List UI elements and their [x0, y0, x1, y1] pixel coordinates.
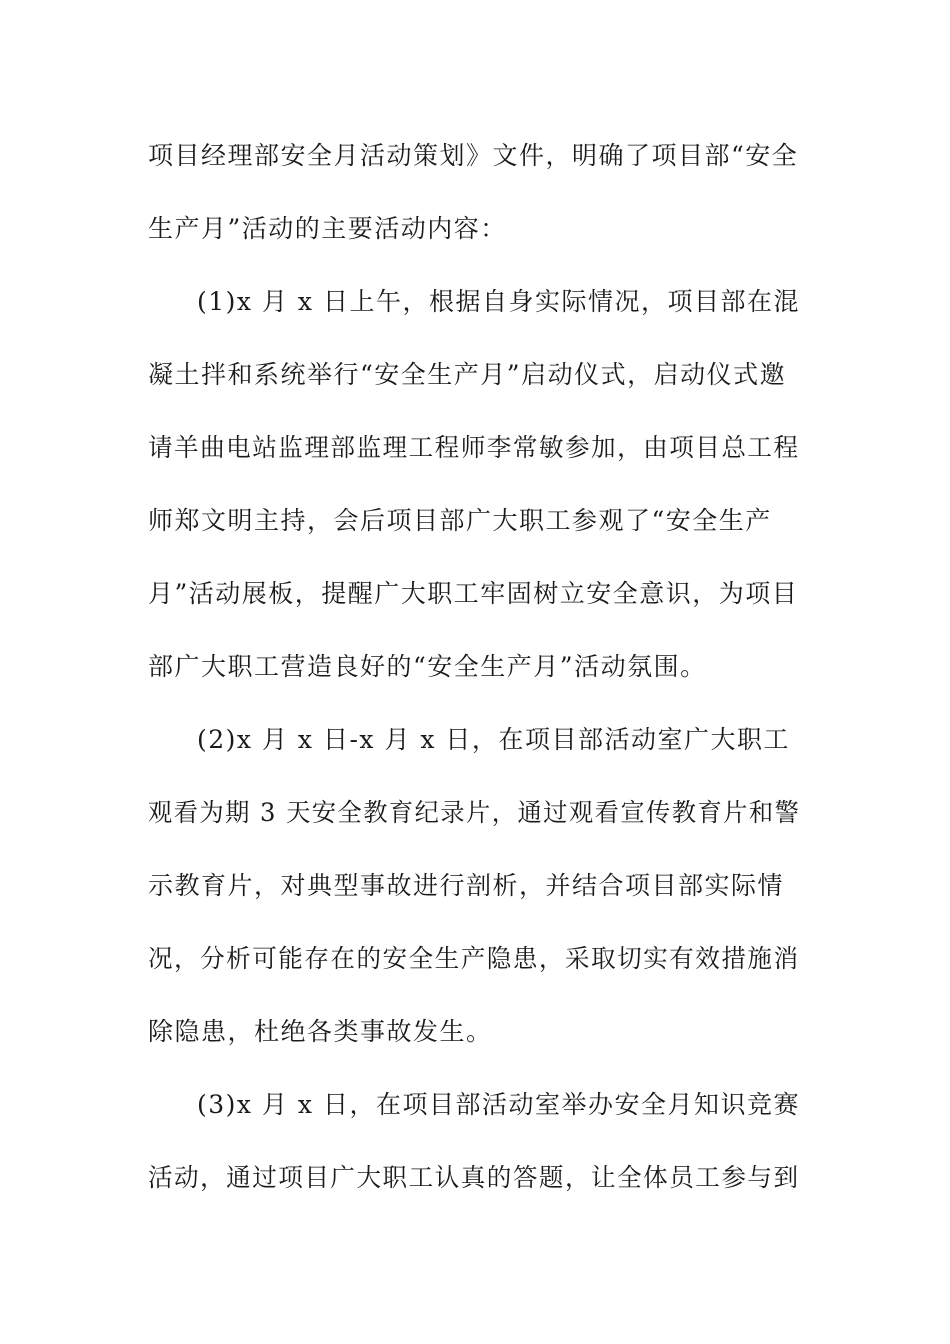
text-line: 示教育片，对典型事故进行剖析，并结合项目部实际情: [148, 871, 785, 900]
paragraph-2-start: (2)x 月 x 日-x 月 x 日，在项目部活动室广大职工: [197, 725, 790, 754]
text-line: 况，分析可能存在的安全生产隐患，采取切实有效措施消: [148, 944, 800, 973]
text-line: 生产月”活动的主要活动内容：: [148, 214, 507, 243]
text-line: 师郑文明主持，会后项目部广大职工参观了“安全生产: [148, 506, 772, 535]
text-line: 部广大职工营造良好的“安全生产月”活动氛围。: [148, 652, 707, 681]
text-line: 凝土拌和系统举行“安全生产月”启动仪式，启动仪式邀: [148, 360, 787, 389]
text-line: 除隐患，杜绝各类事故发生。: [148, 1017, 493, 1046]
paragraph-3-start: (3)x 月 x 日，在项目部活动室举办安全月知识竞赛: [197, 1090, 800, 1119]
text-line: 项目经理部安全月活动策划》文件，明确了项目部“安全: [148, 141, 799, 170]
paragraph-1-start: (1)x 月 x 日上午，根据自身实际情况，项目部在混: [197, 287, 800, 316]
text-line: 请羊曲电站监理部监理工程师李常敏参加，由项目总工程: [148, 433, 800, 462]
text-line: 活动，通过项目广大职工认真的答题，让全体员工参与到: [148, 1163, 800, 1192]
text-line: 月”活动展板，提醒广大职工牢固树立安全意识，为项目: [148, 579, 799, 608]
text-line: 观看为期 3 天安全教育纪录片，通过观看宣传教育片和警: [148, 798, 801, 827]
